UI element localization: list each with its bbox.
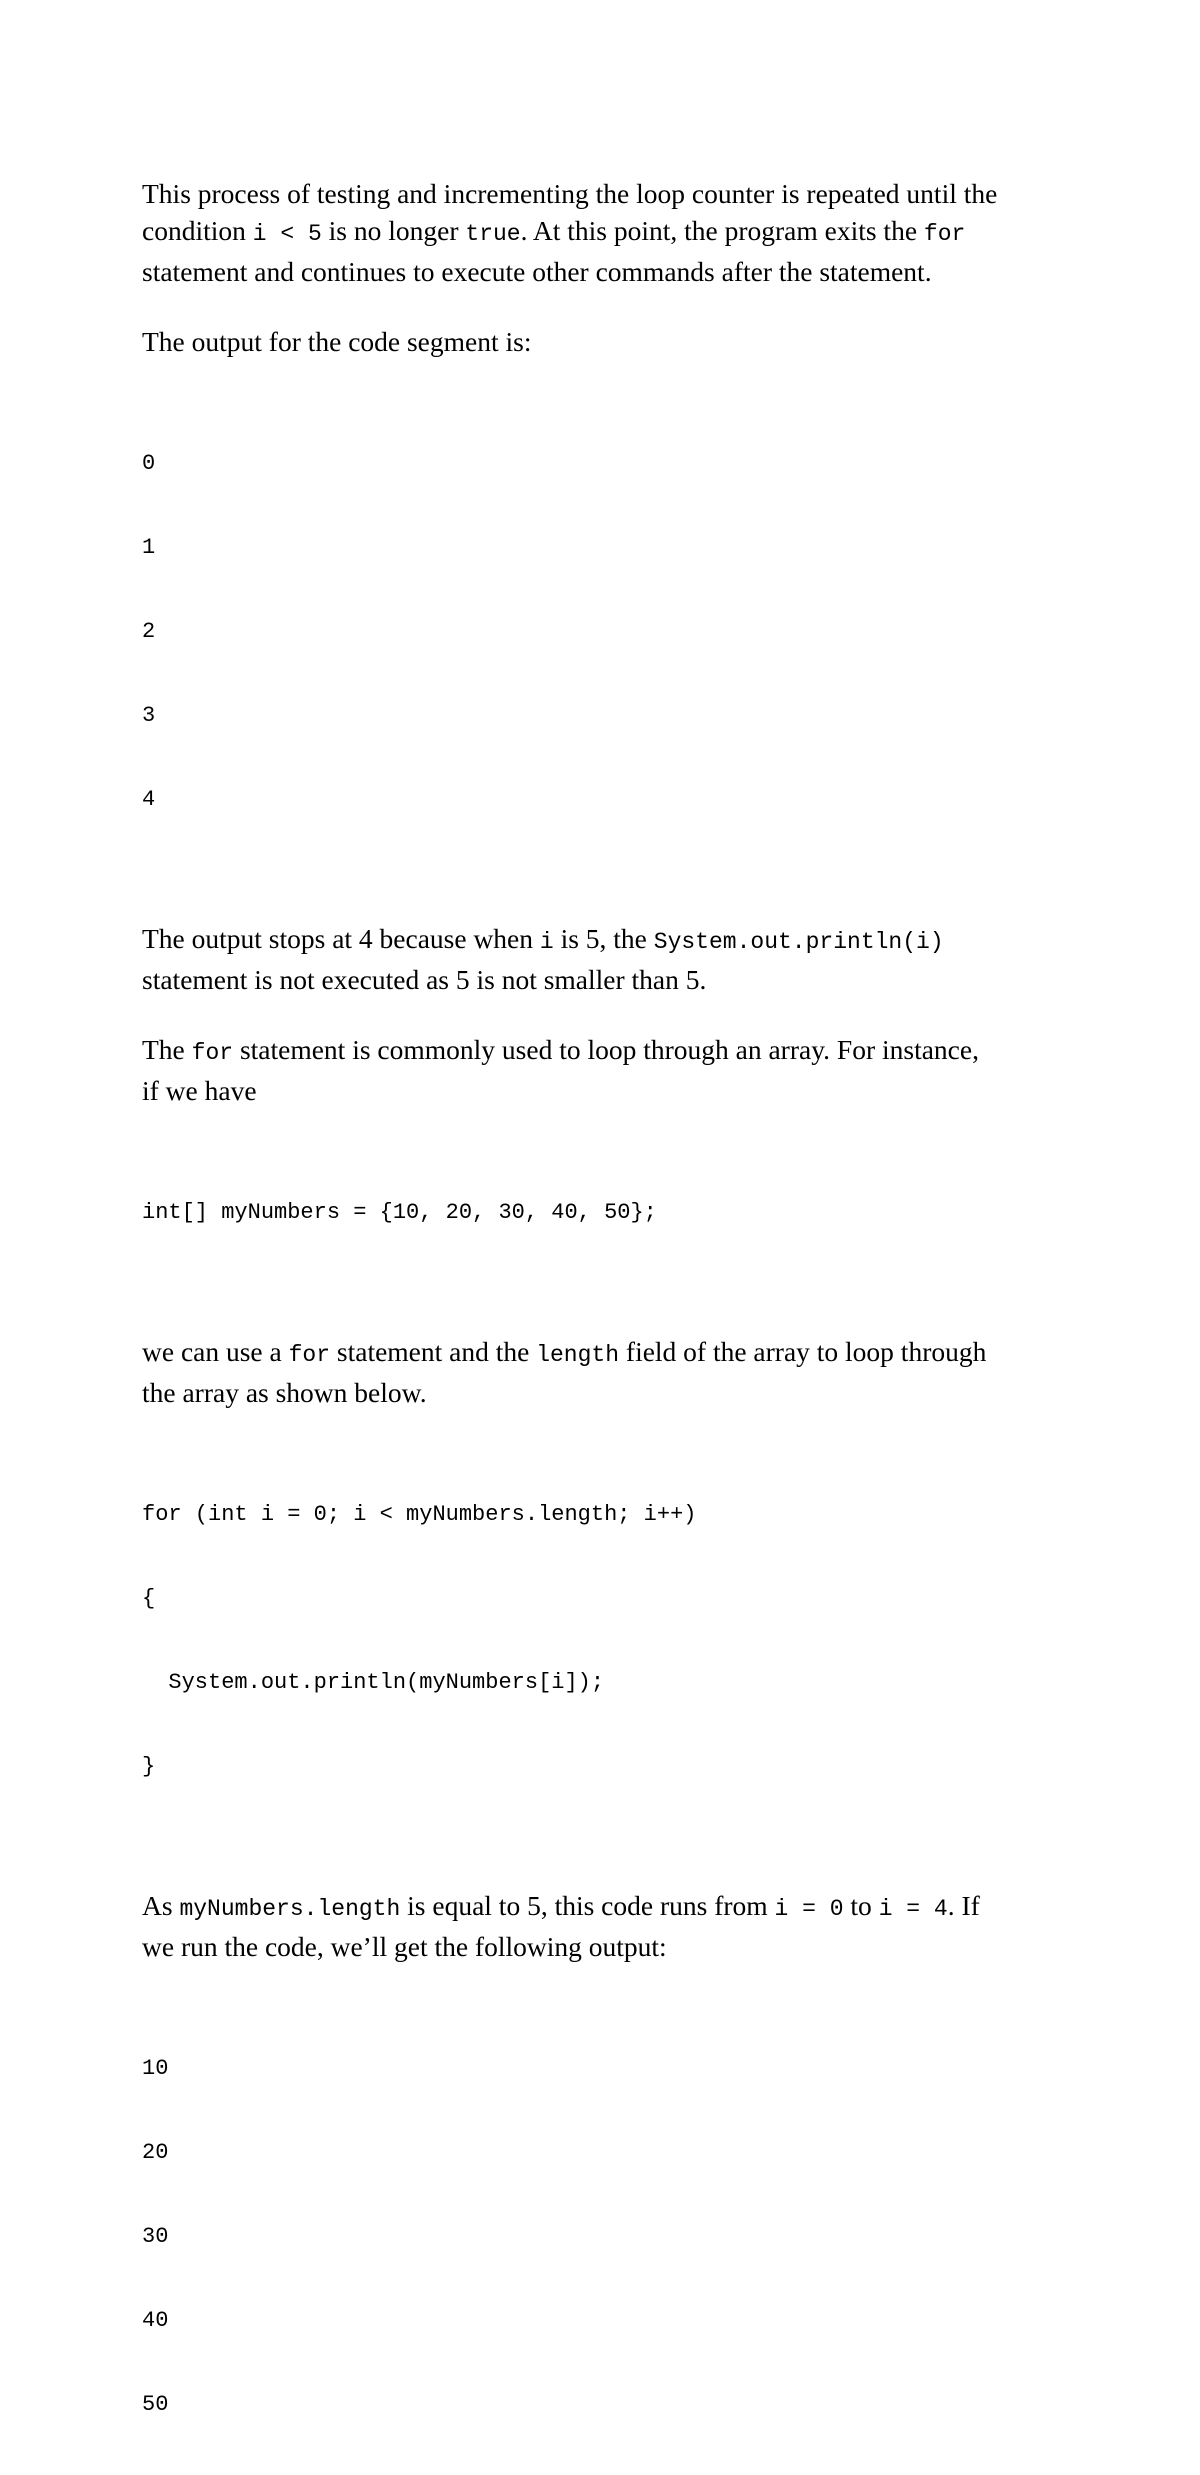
text-line: we run the code, we’ll get the following output:	[142, 1931, 667, 1962]
paragraph-length-field	[142, 1333, 1072, 1411]
text-run: field of the array to loop through	[619, 1336, 987, 1367]
text-run: is 5, the	[553, 923, 654, 954]
text-run: is no longer	[321, 215, 466, 246]
output-line: 30	[142, 2224, 169, 2249]
text-line: The output for the code segment is:	[142, 326, 532, 357]
text-line: This process of testing and incrementing the loop counter is repeated until the	[142, 178, 998, 209]
inline-code: i < 5	[252, 221, 322, 247]
output-block-2	[142, 1999, 1072, 2475]
code-block-array-declaration	[142, 1143, 1072, 1283]
inline-code: for	[923, 221, 966, 247]
output-line: 3	[142, 703, 156, 728]
output-line: 40	[142, 2308, 169, 2333]
text-run: The	[142, 1034, 192, 1065]
output-line: 4	[142, 787, 156, 812]
code-line: int[] myNumbers = {10, 20, 30, 40, 50};	[142, 1200, 657, 1225]
text-line	[142, 920, 1072, 961]
code-line: }	[142, 1754, 156, 1779]
inline-code: i	[539, 929, 554, 955]
inline-code: i = 4	[878, 1896, 948, 1922]
paragraph-output-intro	[142, 323, 1072, 360]
text-run: is equal to 5, this code runs from	[400, 1890, 775, 1921]
inline-code: myNumbers.length	[179, 1896, 401, 1922]
text-line: the array as shown below.	[142, 1377, 427, 1408]
inline-code: System.out.println(i)	[653, 929, 944, 955]
paragraph-output-explanation	[142, 920, 1072, 998]
text-run: . If	[947, 1890, 980, 1921]
inline-code: for	[191, 1040, 234, 1066]
paragraph-loop-repeat	[142, 175, 1072, 290]
text-run: statement is commonly used to loop through an array. For instance,	[233, 1034, 979, 1065]
code-block-for-loop	[142, 1445, 1072, 1837]
text-run: we can use a	[142, 1336, 289, 1367]
output-line: 2	[142, 619, 156, 644]
paragraph-run-range	[142, 1887, 1072, 1965]
text-line: statement is not executed as 5 is not smaller than 5.	[142, 964, 707, 995]
text-line: if we have	[142, 1075, 257, 1106]
output-line: 50	[142, 2392, 169, 2417]
output-line: 0	[142, 451, 156, 476]
inline-code: i = 0	[774, 1896, 844, 1922]
inline-code: for	[288, 1342, 331, 1368]
text-line: statement and continues to execute other commands after the statement.	[142, 256, 932, 287]
output-block-1	[142, 394, 1072, 870]
text-run: . At this point, the program exits the	[520, 215, 924, 246]
document-page	[142, 175, 1072, 2475]
text-run: The output stops at 4 because when	[142, 923, 540, 954]
inline-code: length	[536, 1342, 620, 1368]
code-line: {	[142, 1586, 156, 1611]
text-line	[142, 212, 1072, 253]
text-run: to	[843, 1890, 879, 1921]
text-run: As	[142, 1890, 180, 1921]
text-run: condition	[142, 215, 253, 246]
text-run: statement and the	[330, 1336, 537, 1367]
inline-code: true	[465, 221, 521, 247]
text-line	[142, 1333, 1072, 1374]
output-line: 10	[142, 2056, 169, 2081]
output-line: 20	[142, 2140, 169, 2165]
text-line	[142, 1031, 1072, 1072]
output-line: 1	[142, 535, 156, 560]
text-line	[142, 1887, 1072, 1928]
paragraph-for-array	[142, 1031, 1072, 1109]
code-line: for (int i = 0; i < myNumbers.length; i++)	[142, 1502, 697, 1527]
code-line: System.out.println(myNumbers[i]);	[142, 1670, 605, 1695]
